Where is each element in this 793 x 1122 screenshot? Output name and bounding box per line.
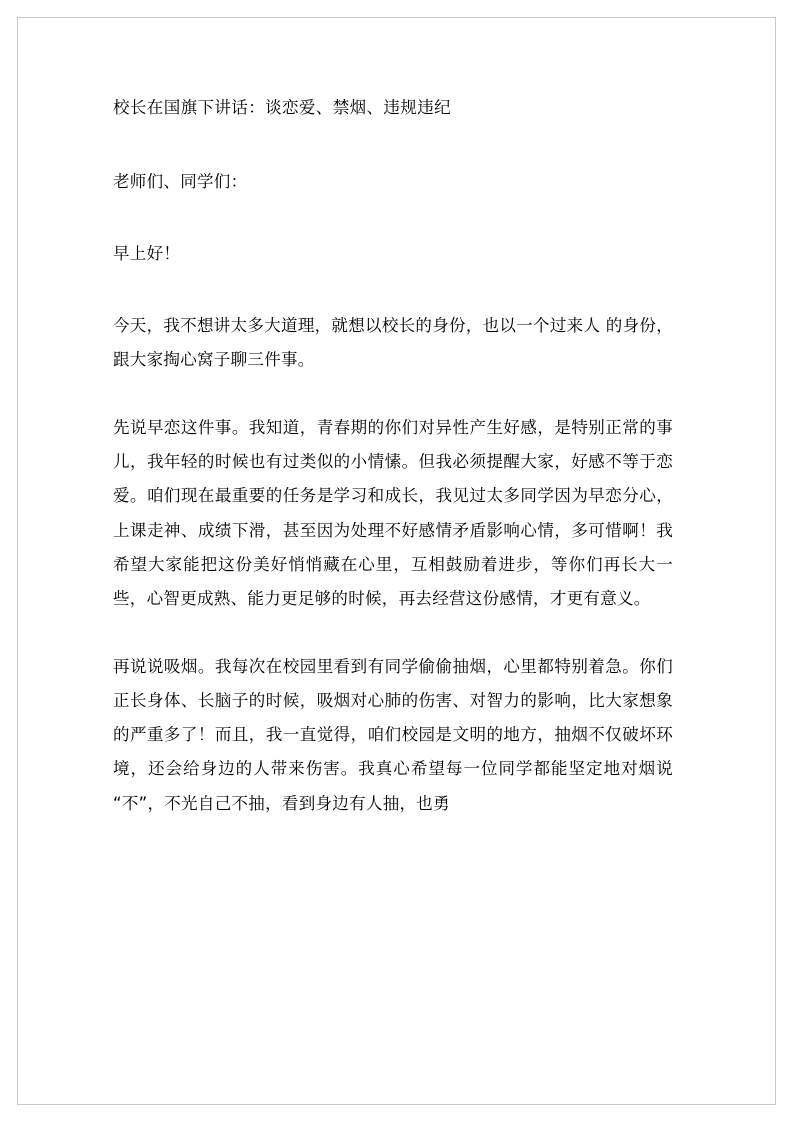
paragraph-salutation: 老师们、同学们：	[113, 171, 248, 191]
page-title: 校长在国旗下讲话：谈恋爱、禁烟、违规违纪	[113, 98, 451, 117]
paragraph-greeting: 早上好！	[113, 243, 181, 263]
paragraph-smoking: 再说说吸烟。我每次在校园里看到有同学偷偷抽烟，心里都特别着急。你们正长身体、长脑子的时候，吸烟对心肺的伤害、对智力的影响，比大家想象的严重多了！而且，我一直觉得，咱们校园是文明的地方，抽烟不仅破坏环境，还会给身边的人带来伤害。我真心希望每一位同学都能坚定地对烟说 “不”，不光自己不抽，看到身边有人抽，也勇	[113, 656, 673, 813]
paragraph-early-love: 先说早恋这件事。我知道，青春期的你们对异性产生好感，是特别正常的事儿，我年轻的时候也有过类似的小情愫。但我必须提醒大家，好感不等于恋爱。咱们现在最重要的任务是学习和成长，我见过太多同学因为早恋分心，上课走神、成绩下滑，甚至因为处理不好感情矛盾影响心情，多可惜啊！我希望大家能把这份美好悄悄藏在心里，互相鼓励着进步，等你们再长大一些，心智更成熟、能力更足够的时候，再去经营这份感情，才更有意义。	[113, 418, 673, 608]
paragraph-intro: 今天，我不想讲太多大道理，就想以校长的身份，也以一个过来人 的身份，跟大家掏心窝子聊三件事。	[113, 315, 673, 369]
document-content	[113, 95, 673, 821]
